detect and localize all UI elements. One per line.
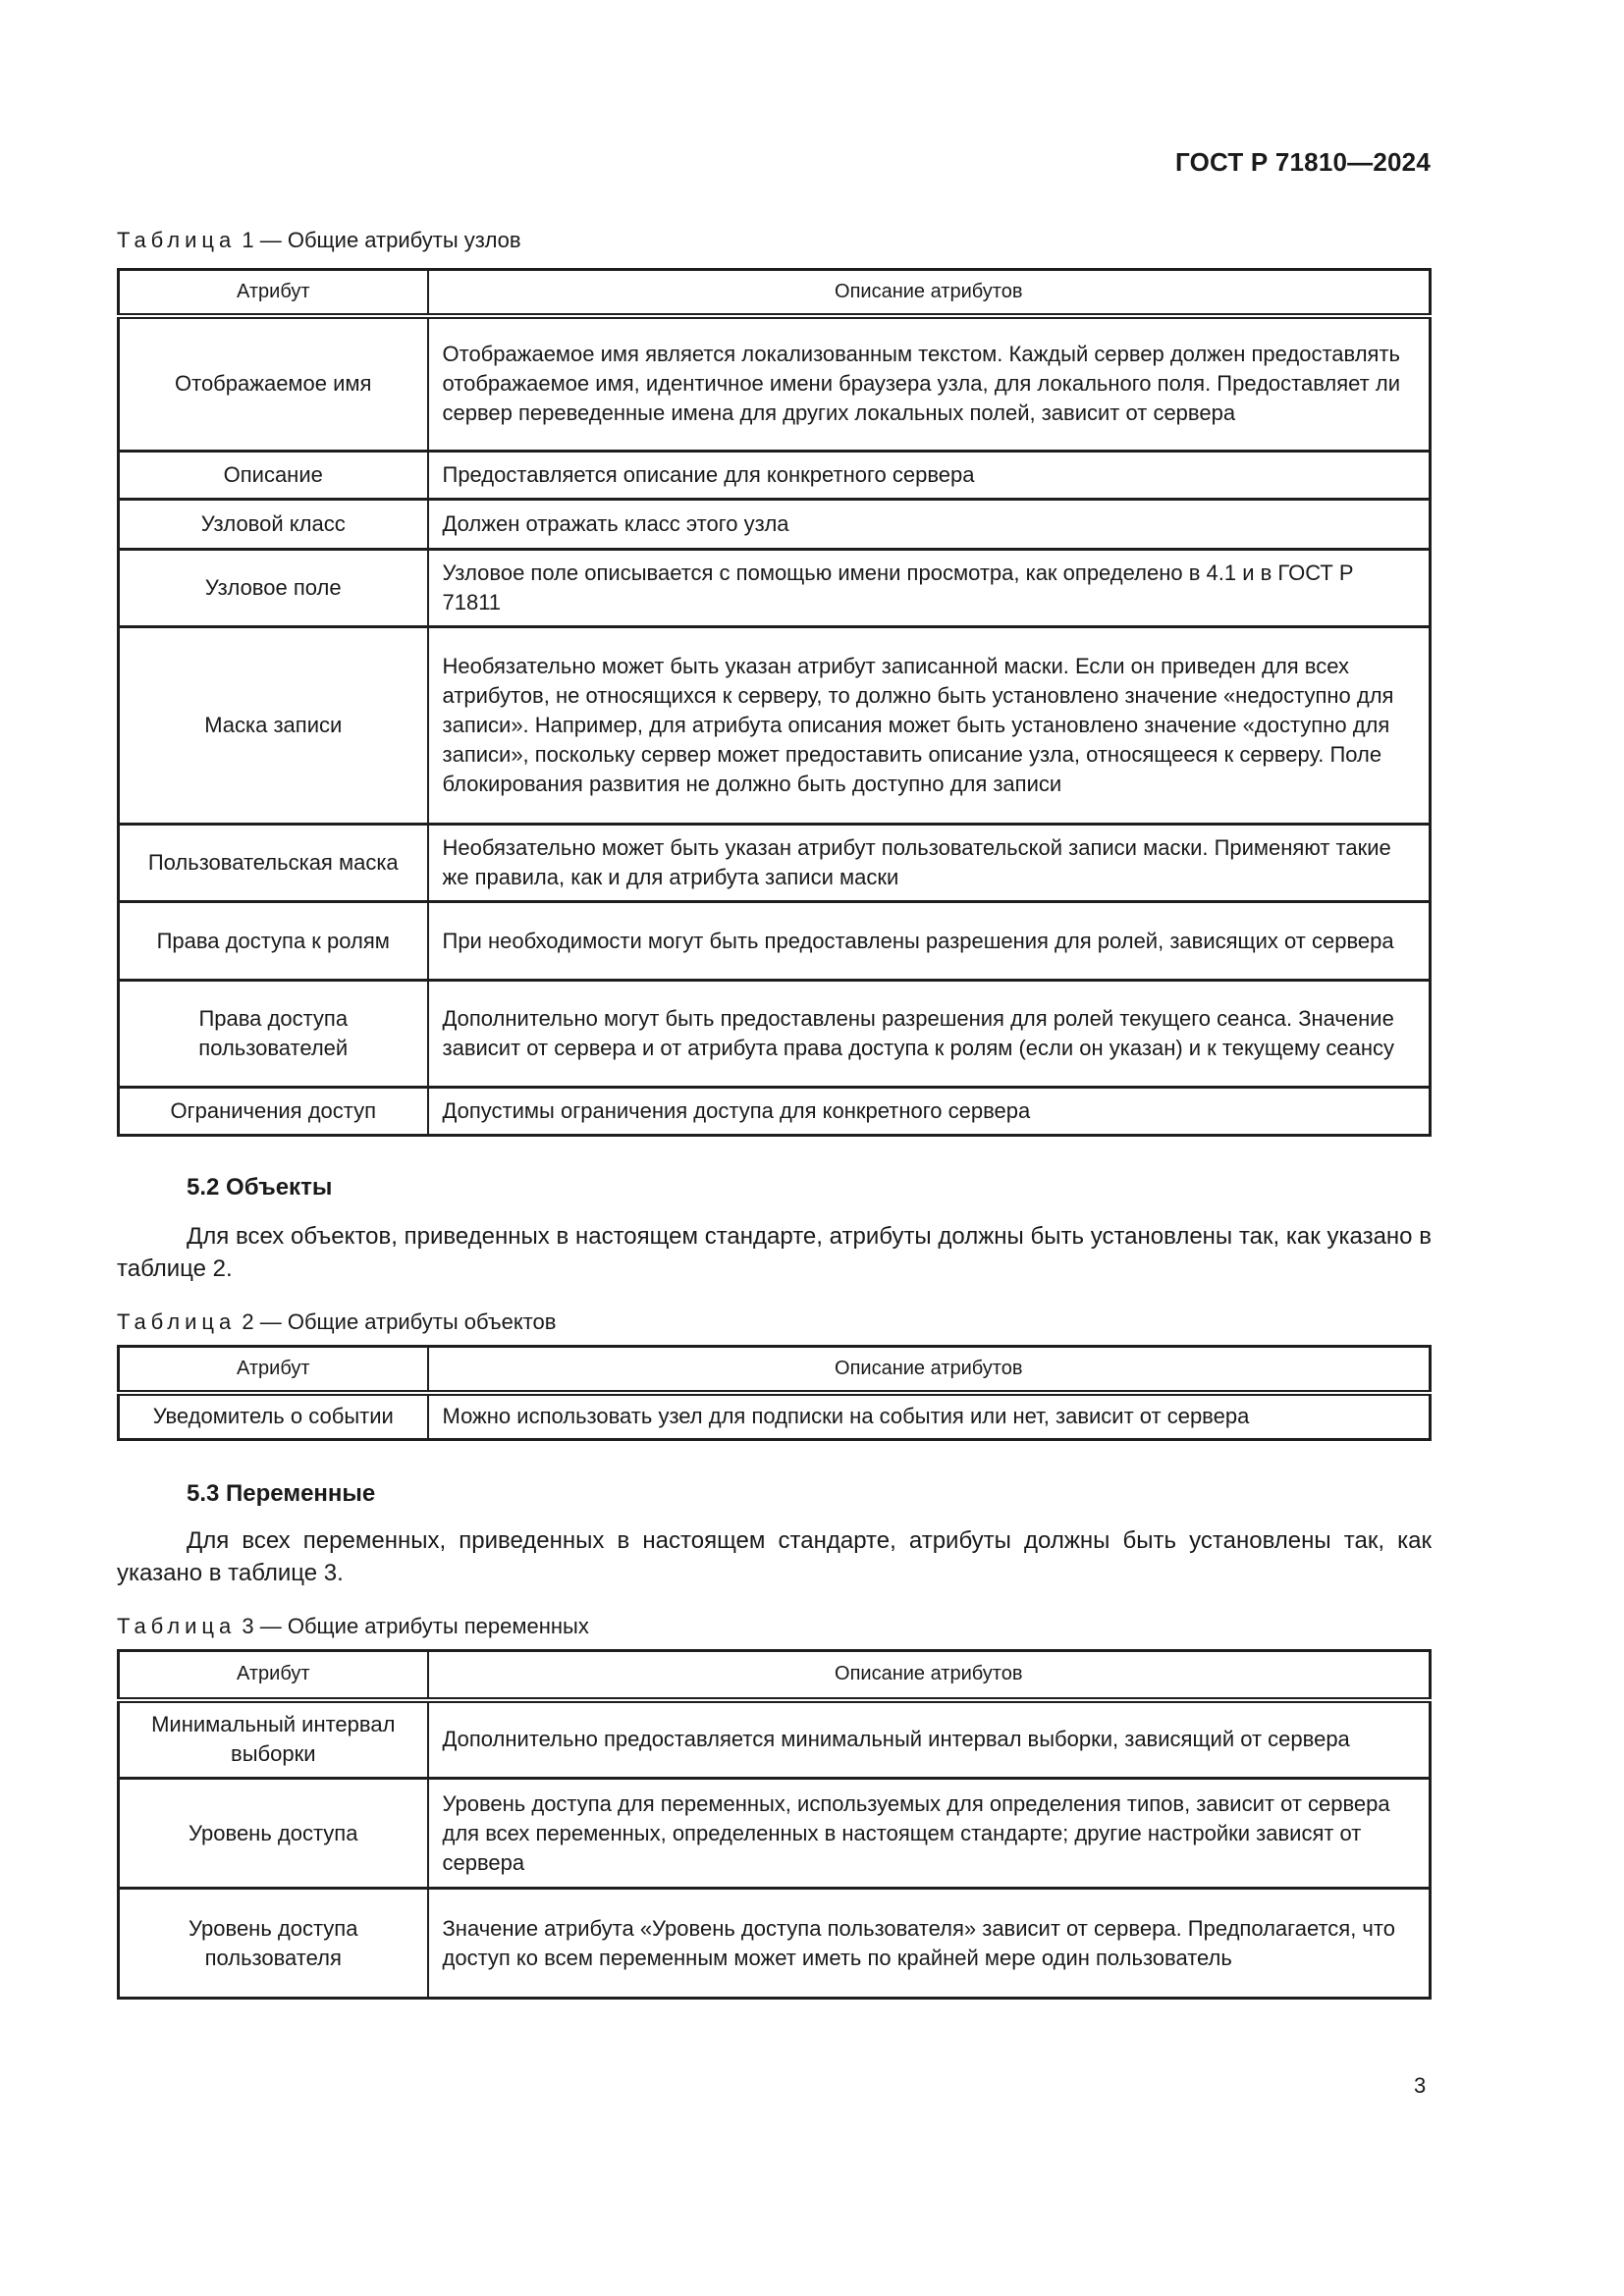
table2-object-attributes: [117, 1345, 1432, 1441]
table3-variable-attributes: [117, 1649, 1432, 2000]
table1-header-row: [119, 270, 1431, 316]
table1-attr-node-class: Узловой класс: [119, 500, 428, 550]
table2-caption-title: 2 — Общие атрибуты объектов: [236, 1309, 557, 1334]
table3-header-description: Описание атрибутов: [428, 1651, 1431, 1700]
table1-header-description: Описание атрибутов: [428, 270, 1431, 316]
table3-desc-min-sampling-interval: Дополнительно предоставляется минимальный интервал выборки, зависящий от сервера: [428, 1700, 1431, 1779]
table3-desc-access-level: Уровень доступа для переменных, используемых для определения типов, зависит от сервера для всех переменных, определенных в настоящем стандарте; другие настройки зависят от сервера: [428, 1779, 1431, 1889]
table3-caption-title: 3 — Общие атрибуты переменных: [236, 1614, 589, 1638]
table1-caption: [117, 228, 521, 253]
table1-desc-user-mask: Необязательно может быть указан атрибут пользовательской записи маски. Применяют такие же правила, как и для атрибута записи маски: [428, 825, 1431, 902]
table1-attr-access-restrictions: Ограничения доступ: [119, 1088, 428, 1136]
table-row: [119, 1393, 1431, 1440]
table1-attr-user-mask: Пользовательская маска: [119, 825, 428, 902]
table3-header-attribute: Атрибут: [119, 1651, 428, 1700]
table-row: [119, 981, 1431, 1088]
table1-desc-node-class: Должен отражать класс этого узла: [428, 500, 1431, 550]
table1-attr-node-field: Узловое поле: [119, 550, 428, 627]
table1-attr-description: Описание: [119, 452, 428, 500]
table-row: [119, 452, 1431, 500]
table3-header-row: [119, 1651, 1431, 1700]
table-row: [119, 1700, 1431, 1779]
table1-desc-role-permissions: При необходимости могут быть предоставлены разрешения для ролей, зависящих от сервера: [428, 902, 1431, 981]
section-5-3-paragraph: Для всех переменных, приведенных в настоящем стандарте, атрибуты должны быть установлены так, как указано в таблице 3.: [117, 1527, 1432, 1586]
table2-header-description: Описание атрибутов: [428, 1347, 1431, 1393]
table1-desc-node-field: Узловое поле описывается с помощью имени просмотра, как определено в 4.1 и в ГОСТ Р 71811: [428, 550, 1431, 627]
table1-attr-role-permissions: Права доступа к ролям: [119, 902, 428, 981]
table1-caption-title: 1 — Общие атрибуты узлов: [236, 228, 521, 252]
table2-header-attribute: Атрибут: [119, 1347, 428, 1393]
table2-caption-word: Таблица: [117, 1309, 237, 1334]
page-number: 3: [1414, 2073, 1427, 2098]
table1-desc-access-restrictions: Допустимы ограничения доступа для конкретного сервера: [428, 1088, 1431, 1136]
table2-header-row: [119, 1347, 1431, 1393]
table3-desc-user-access-level: Значение атрибута «Уровень доступа пользователя» зависит от сервера. Предполагается, что доступ ко всем переменным может иметь по крайней мере один пользователь: [428, 1889, 1431, 1999]
table-row: [119, 1779, 1431, 1889]
table1-node-attributes: [117, 268, 1432, 1137]
table3-attr-access-level: Уровень доступа: [119, 1779, 428, 1889]
section-5-2-heading: 5.2 Объекты: [187, 1174, 333, 1201]
table1-header-attribute: Атрибут: [119, 270, 428, 316]
table1-attr-write-mask: Маска записи: [119, 627, 428, 825]
table3-attr-min-sampling-interval: Минимальный интервал выборки: [119, 1700, 428, 1779]
table1-desc-write-mask: Необязательно может быть указан атрибут записанной маски. Если он приведен для всех атрибутов, не относящихся к серверу, то должно быть установлено значение «недоступно для записи». Например, для атрибута описания может быть установлено значение «доступно для записи», поскольку сервер может предоставить описание узла, относящееся к серверу. Поле блокирования развития не должно быть доступно для записи: [428, 627, 1431, 825]
table1-desc-description: Предоставляется описание для конкретного сервера: [428, 452, 1431, 500]
table-row: [119, 500, 1431, 550]
table-row: [119, 1889, 1431, 1999]
table1-attr-display-name: Отображаемое имя: [119, 316, 428, 452]
table3-caption: [117, 1614, 589, 1639]
table1-attr-user-permissions: Права доступа пользователей: [119, 981, 428, 1088]
table-row: [119, 1088, 1431, 1136]
table-row: [119, 627, 1431, 825]
table1-caption-word: Таблица: [117, 228, 237, 252]
table-row: [119, 902, 1431, 981]
table1-desc-display-name: Отображаемое имя является локализованным текстом. Каждый сервер должен предоставлять отображаемое имя, идентичное имени браузера узла, для локального поля. Предоставляет ли сервер переведенные имена для других локальных полей, зависит от сервера: [428, 316, 1431, 452]
table2-desc-event-notifier: Можно использовать узел для подписки на события или нет, зависит от сервера: [428, 1393, 1431, 1440]
table-row: [119, 825, 1431, 902]
table3-caption-word: Таблица: [117, 1614, 237, 1638]
table3-attr-user-access-level: Уровень доступа пользователя: [119, 1889, 428, 1999]
table-row: [119, 316, 1431, 452]
table2-caption: [117, 1309, 556, 1335]
document-code-header: ГОСТ Р 71810—2024: [1175, 147, 1431, 177]
table2-attr-event-notifier: Уведомитель о событии: [119, 1393, 428, 1440]
table1-desc-user-permissions: Дополнительно могут быть предоставлены разрешения для ролей текущего сеанса. Значение зависит от сервера и от атрибута права доступа к ролям (если он указан) и к текущему сеансу: [428, 981, 1431, 1088]
section-5-2-paragraph: Для всех объектов, приведенных в настоящем стандарте, атрибуты должны быть установлены так, как указано в таблице 2.: [117, 1223, 1432, 1282]
section-5-3-heading: 5.3 Переменные: [187, 1480, 376, 1507]
table-row: [119, 550, 1431, 627]
